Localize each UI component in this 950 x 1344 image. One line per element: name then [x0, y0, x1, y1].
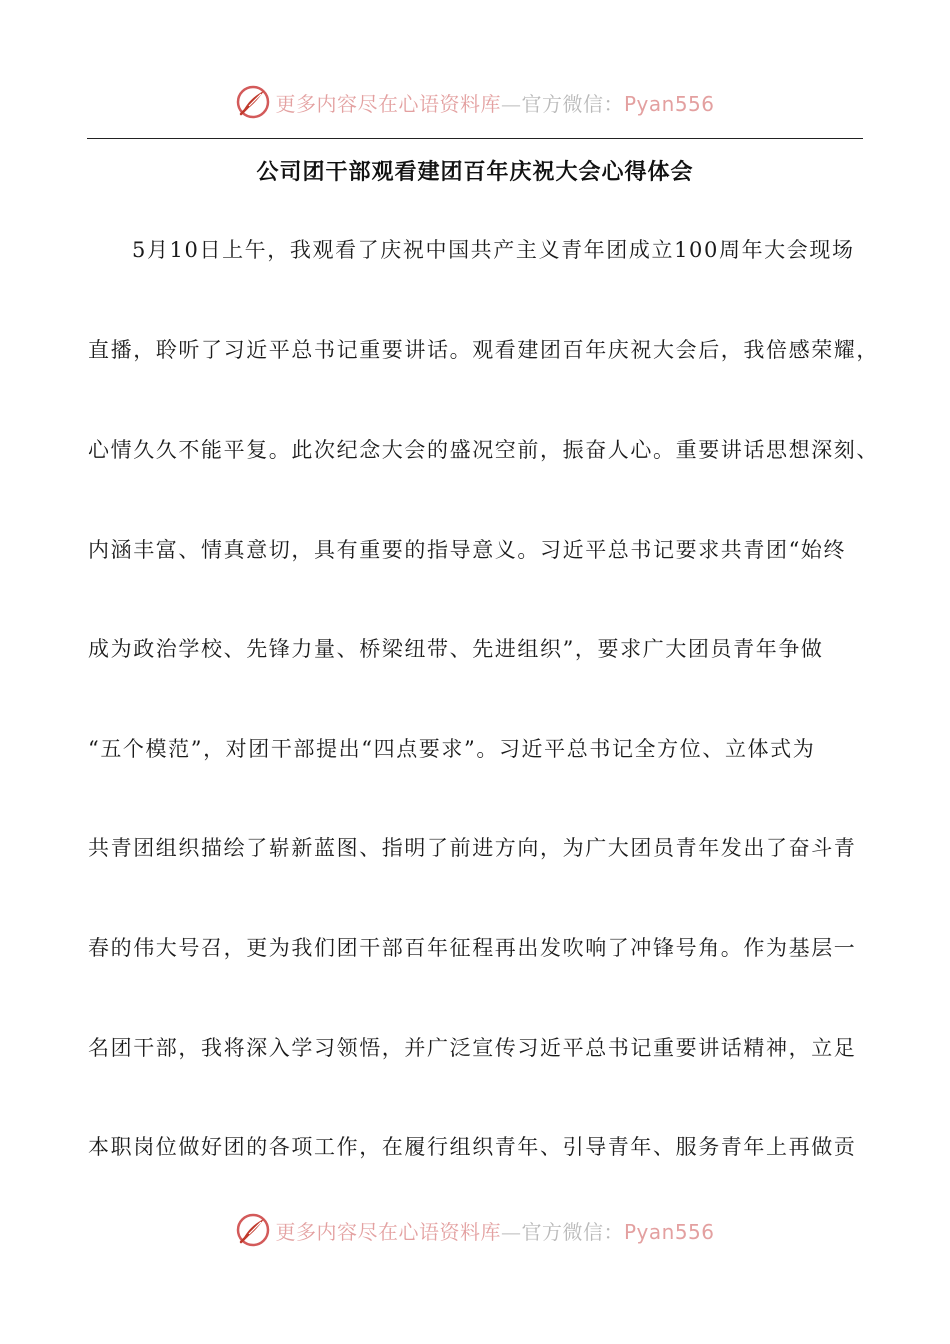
document-title: 公司团干部观看建团百年庆祝大会心得体会: [256, 160, 694, 185]
footer-watermark: [0, 1210, 950, 1250]
watermark-site-text: 更多内容尽在心语资料库: [275, 1219, 501, 1244]
paragraph-line: 成为政治学校、先锋力量、桥梁纽带、先进组织”，要求广大团员青年争做: [88, 637, 824, 661]
watermark-official-text: 官方微信：: [521, 91, 624, 116]
paragraph-line: 名团干部，我将深入学习领悟，并广泛宣传习近平总书记重要讲话精神，立足: [88, 1036, 857, 1060]
paragraph-line: 直播，聆听了习近平总书记重要讲话。观看建团百年庆祝大会后，我倍感荣耀，: [88, 338, 879, 362]
paragraph-line: 内涵丰富、情真意切，具有重要的指导意义。习近平总书记要求共青团“始终: [88, 538, 847, 562]
watermark-official-text: 官方微信：: [521, 1219, 624, 1244]
watermark-dash: —: [500, 91, 522, 116]
watermark-site-text: 更多内容尽在心语资料库: [275, 91, 501, 116]
paragraph-line: 本职岗位做好团的各项工作，在履行组织青年、引导青年、服务青年上再做贡: [88, 1135, 857, 1159]
paragraph-line: “五个模范”，对团干部提出“四点要求”。习近平总书记全方位、立体式为: [88, 737, 816, 761]
watermark-handle: Pyan556: [623, 1219, 715, 1244]
watermark-text: [275, 1216, 714, 1245]
header-watermark: [0, 82, 950, 122]
paragraph-line: 共青团组织描绘了崭新蓝图、指明了前进方向，为广大团员青年发出了奋斗青: [88, 836, 857, 860]
header-divider: [87, 138, 863, 139]
paragraph-line: 5月10日上午，我观看了庆祝中国共产主义青年团成立100周年大会现场: [132, 238, 855, 262]
watermark-text: [275, 88, 714, 117]
quill-pen-logo-icon: [235, 84, 271, 120]
watermark-handle: Pyan556: [623, 91, 715, 116]
paragraph-line: 心情久久不能平复。此次纪念大会的盛况空前，振奋人心。重要讲话思想深刻、: [88, 438, 879, 462]
watermark-dash: —: [500, 1219, 522, 1244]
paragraph-line: 春的伟大号召，更为我们团干部百年征程再出发吹响了冲锋号角。作为基层一: [88, 936, 857, 960]
quill-pen-logo-icon: [235, 1212, 271, 1248]
